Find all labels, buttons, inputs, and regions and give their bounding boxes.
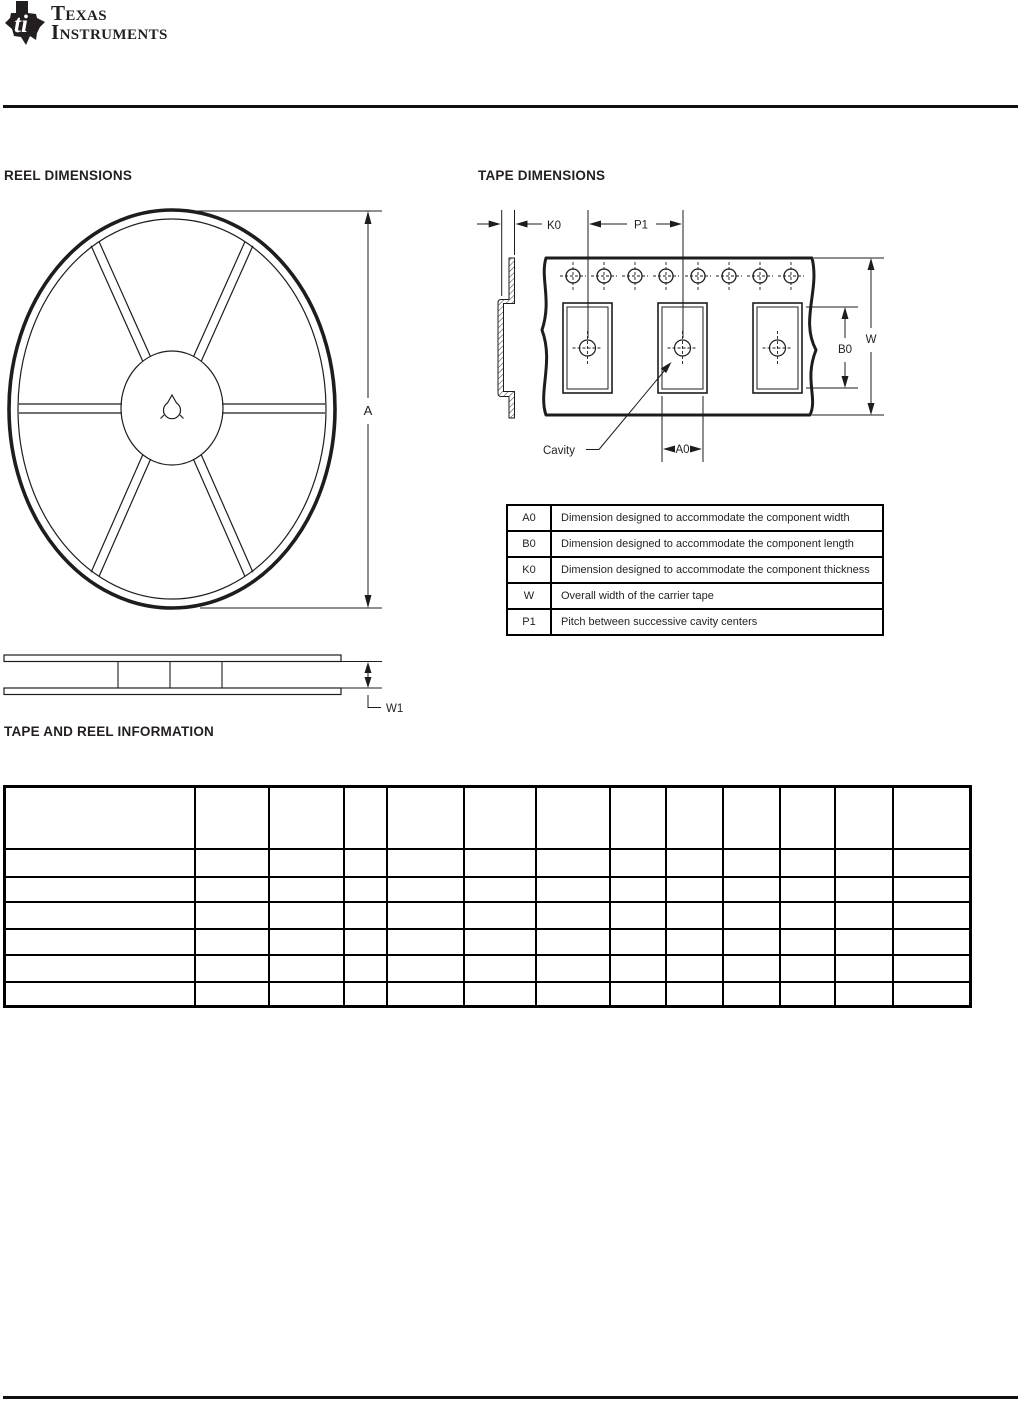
dim-k0-label: K0 [547,220,562,232]
definition-symbol: A0 [507,505,551,531]
table-cell [387,902,464,929]
reel-center-key [161,395,184,419]
table-cell [387,849,464,877]
table-cell [835,849,893,877]
table-cell [387,955,464,982]
table-cell [344,849,387,877]
definition-row [507,609,883,635]
table-cell [5,877,195,902]
table-cell [893,929,971,955]
table-cell [344,929,387,955]
table-cell [5,902,195,929]
definition-row [507,531,883,557]
definition-symbol: B0 [507,531,551,557]
dim-a-label: A [363,403,373,418]
table-cell [269,902,344,929]
tape-and-reel-info-heading: TAPE AND REEL INFORMATION [4,724,214,739]
brand-line1: Texas [51,1,108,25]
table-cell [610,982,666,1007]
definition-symbol: W [507,583,551,609]
table-cell [269,877,344,902]
table-cell [723,902,780,929]
reel-side-view [4,655,341,695]
table-cell [464,787,536,849]
table-cell [195,849,269,877]
table-cell [610,877,666,902]
table-cell [893,982,971,1007]
table-cell [666,929,723,955]
table-cell [195,902,269,929]
definition-description: Pitch between successive cavity centers [551,609,883,635]
table-cell [835,787,893,849]
table-cell [344,982,387,1007]
table-cell [269,955,344,982]
table-cell [387,982,464,1007]
dim-p1-label: P1 [633,219,649,232]
table-cell [464,902,536,929]
table-cell [464,929,536,955]
table-cell [723,955,780,982]
table-cell [464,982,536,1007]
table-cell [666,955,723,982]
table-cell [780,902,835,929]
table-cell [610,849,666,877]
table-cell [610,929,666,955]
table-cell [536,982,610,1007]
table-cell [893,877,971,902]
definition-description: Dimension designed to accommodate the component thickness [551,557,883,583]
dim-w [812,258,884,415]
definition-description: Dimension designed to accommodate the component width [551,505,883,531]
table-row [5,955,971,982]
table-cell [269,982,344,1007]
table-cell [387,877,464,902]
table-cell [464,849,536,877]
table-cell [666,902,723,929]
table-cell [464,877,536,902]
tape-cross-section [498,258,515,418]
table-cell [893,849,971,877]
dim-w1 [341,662,403,716]
table-cell [464,955,536,982]
table-cell [723,929,780,955]
table-cell [269,787,344,849]
table-cell [5,982,195,1007]
dim-w1-label: W1 [386,703,404,715]
table-cell [780,877,835,902]
table-cell [344,877,387,902]
table-cell [5,787,195,849]
reel-front-view [9,210,335,608]
table-cell [780,955,835,982]
table-cell [536,929,610,955]
reel-spokes [19,241,325,576]
bottom-rule [3,1396,1018,1399]
table-cell [387,787,464,849]
table-cell [195,955,269,982]
definition-description: Overall width of the carrier tape [551,583,883,609]
table-cell [536,955,610,982]
table-cell [835,902,893,929]
reel-dimensions-heading: REEL DIMENSIONS [4,168,133,183]
table-cell [536,877,610,902]
table-cell [723,787,780,849]
table-cell [195,787,269,849]
table-cell [835,929,893,955]
table-cell [723,877,780,902]
table-cell [269,849,344,877]
table-cell [666,787,723,849]
brand-line2: Instruments [51,20,168,44]
table-row [5,902,971,929]
table-cell [780,787,835,849]
table-cell [893,955,971,982]
table-cell [780,929,835,955]
definition-symbol: K0 [507,557,551,583]
table-cell [723,982,780,1007]
dim-a0-label: A0 [675,444,690,456]
table-cell [666,877,723,902]
table-cell [893,787,971,849]
table-cell [893,902,971,929]
table-cell [610,787,666,849]
definition-description: Dimension designed to accommodate the component length [551,531,883,557]
table-cell [835,877,893,902]
definition-row [507,583,883,609]
tape-dimensions-heading: TAPE DIMENSIONS [478,168,606,183]
table-cell [344,955,387,982]
table-cell [610,955,666,982]
table-header-row [5,787,971,849]
table-cell [269,929,344,955]
table-cell [5,929,195,955]
table-row [5,929,971,955]
table-row [5,982,971,1007]
table-cell [344,902,387,929]
tape-top-view [542,258,816,415]
table-cell [195,982,269,1007]
definition-symbol: P1 [507,609,551,635]
definition-row [507,505,883,531]
tape-reel-table [3,785,972,1008]
table-cell [780,982,835,1007]
table-cell [666,849,723,877]
dimension-definitions-table [506,504,884,636]
table-cell [344,787,387,849]
table-cell [5,955,195,982]
definition-row [507,557,883,583]
table-cell [536,849,610,877]
table-row [5,877,971,902]
table-cell [195,877,269,902]
table-cell [387,929,464,955]
dim-w-label: W [865,334,877,346]
table-cell [536,902,610,929]
cavity-label: Cavity [543,445,575,457]
table-cell [5,849,195,877]
table-cell [536,787,610,849]
table-cell [610,902,666,929]
table-cell [835,955,893,982]
table-cell [835,982,893,1007]
table-cell [780,849,835,877]
dim-b0-label: B0 [837,344,853,356]
table-cell [723,849,780,877]
svg-text:ti: ti [14,11,28,38]
table-cell [195,929,269,955]
table-row [5,849,971,877]
table-cell [666,982,723,1007]
